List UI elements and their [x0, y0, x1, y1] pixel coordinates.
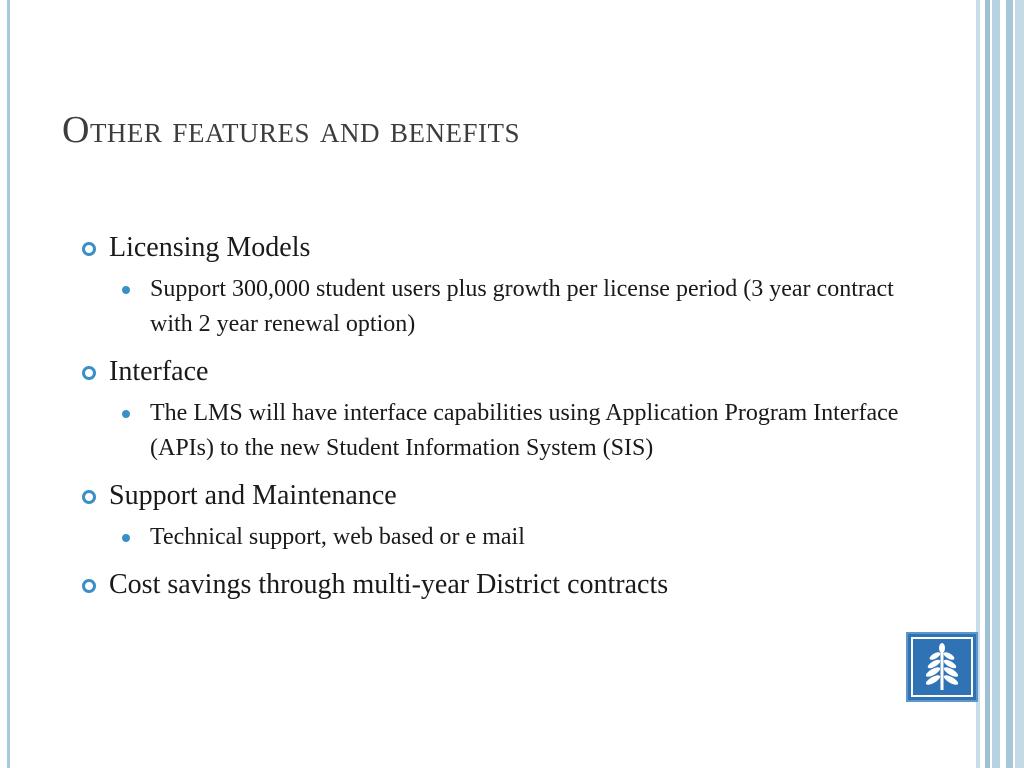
bullet-list — [80, 228, 900, 611]
bullet-item — [80, 352, 900, 392]
bullet-text: Cost savings through multi-year District contracts — [109, 569, 669, 600]
bullet-item — [80, 476, 900, 516]
right-decorative-stripes — [976, 0, 1024, 768]
left-border-rule — [7, 0, 10, 768]
bullet-text: Interface — [109, 356, 209, 387]
dot-bullet-icon — [122, 286, 130, 294]
bullet-item — [80, 228, 900, 268]
ring-bullet-icon — [82, 490, 96, 504]
sub-bullet-text: The LMS will have interface capabilities using Application Program Interface (APIs) to the new Student Information System (SIS) — [150, 400, 899, 461]
ring-bullet-icon — [82, 366, 96, 380]
dot-bullet-icon — [122, 410, 130, 418]
stripe — [1015, 0, 1024, 768]
ring-bullet-icon — [82, 579, 96, 593]
sub-bullet-item — [80, 520, 900, 555]
bullet-text: Support and Maintenance — [109, 480, 397, 511]
sub-bullet-text: Support 300,000 student users plus growth per license period (3 year contract with 2 year renewal option) — [150, 276, 894, 337]
ring-bullet-icon — [82, 242, 96, 256]
sub-bullet-text: Technical support, web based or e mail — [150, 524, 525, 550]
dot-bullet-icon — [122, 534, 130, 542]
sub-bullet-item — [80, 272, 900, 342]
stripe — [992, 0, 1000, 768]
stripe — [985, 0, 990, 768]
stripe — [1006, 0, 1013, 768]
sub-bullet-item — [80, 396, 900, 466]
slide-title: Other features and benefits — [62, 109, 520, 151]
bullet-text: Licensing Models — [109, 232, 311, 263]
wheat-logo-graphic — [908, 634, 976, 700]
bullet-item — [80, 565, 900, 605]
wheat-logo-icon — [906, 632, 978, 702]
